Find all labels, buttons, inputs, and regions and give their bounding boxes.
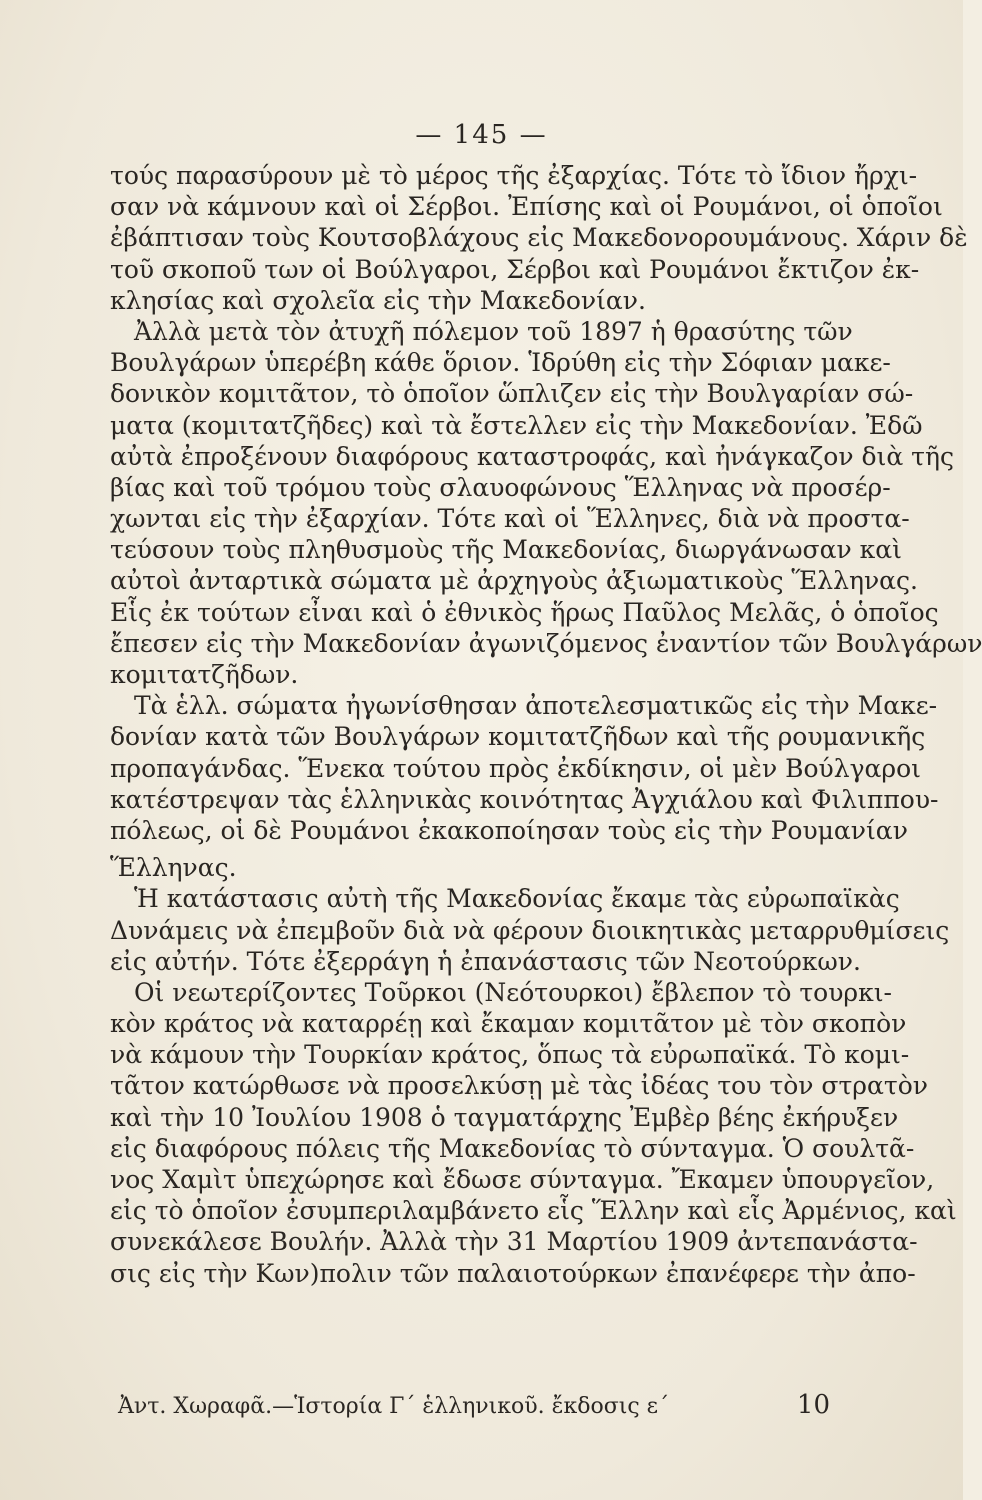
text-line: εἰς τὸ ὁποῖον ἐσυμπεριλαμβάνετο εἷς Ἕλλην καὶ εἷς Ἀρμένιος, καὶ: [110, 1196, 957, 1226]
text-line: χωνται εἰς τὴν ἐξαρχίαν. Τότε καὶ οἱ Ἕλληνες, διὰ νὰ προστα-: [110, 504, 910, 534]
text-line: προπαγάνδας. Ἕνεκα τούτου πρὸς ἐκδίκησιν, οἱ μὲν Βούλγαροι: [110, 753, 921, 783]
text-line: αὐτὰ ἐπροξένουν διαφόρους καταστροφάς, καὶ ἠνάγκαζον διὰ τῆς: [110, 441, 954, 471]
text-line: τοῦ σκοποῦ των οἱ Βούλγαροι, Σέρβοι καὶ Ρουμάνοι ἔκτιζον ἐκ-: [110, 254, 920, 284]
body-text: [110, 160, 982, 1289]
text-line: ἔπεσεν εἰς τὴν Μακεδονίαν ἀγωνιζόμενος ἐναντίον τῶν Βουλγάρων: [110, 628, 982, 658]
text-line: ματα (κομιτατζῆδες) καὶ τὰ ἔστελλεν εἰς τὴν Μακεδονίαν. Ἐδῶ: [110, 410, 923, 440]
text-line: τεύσουν τοὺς πληθυσμοὺς τῆς Μακεδονίας, διωργάνωσαν καὶ: [110, 535, 902, 565]
page-number: — 145 —: [415, 120, 548, 150]
text-line: κατέστρεψαν τὰς ἑλληνικὰς κοινότητας Ἀγχιάλου καὶ Φιλιππου-: [110, 784, 939, 814]
text-line: κομιτατζῆδων.: [110, 660, 299, 689]
text-line: δονικὸν κομιτᾶτον, τὸ ὁποῖον ὥπλιζεν εἰς τὴν Βουλγαρίαν σώ-: [110, 379, 914, 409]
page-footer: [118, 1390, 830, 1420]
text-line: νὰ κάμουν τὴν Τουρκίαν κράτος, ὅπως τὰ εὐρωπαϊκά. Τὸ κομι-: [110, 1040, 910, 1070]
signature-mark: 10: [796, 1390, 830, 1420]
text-line: εἰς διαφόρους πόλεις τῆς Μακεδονίας τὸ σύνταγμα. Ὁ σουλτᾶ-: [110, 1133, 915, 1163]
text-line: Δυνάμεις νὰ ἐπεμβοῦν διὰ νὰ φέρουν διοικητικὰς μεταρρυθμίσεις: [110, 915, 950, 945]
text-line: αὐτοὶ ἀνταρτικὰ σώματα μὲ ἀρχηγοὺς ἀξιωματικοὺς Ἕλληνας.: [110, 566, 918, 596]
text-line: εἰς αὐτήν. Τότε ἐξερράγη ἡ ἐπανάστασις τῶν Νεοτούρκων.: [110, 946, 861, 976]
text-line: πόλεως, οἱ δὲ Ρουμάνοι ἐκακοποίησαν τοὺς εἰς τὴν Ρουμανίαν: [110, 815, 908, 845]
text-line: Εἷς ἐκ τούτων εἶναι καὶ ὁ ἐθνικὸς ἥρως Παῦλος Μελᾶς, ὁ ὁποῖος: [110, 597, 939, 627]
text-line: καὶ τὴν 10 Ἰουλίου 1908 ὁ ταγματάρχης Ἐμβὲρ βέης ἐκήρυξεν: [110, 1102, 899, 1132]
text-line: δονίαν κατὰ τῶν Βουλγάρων κομιτατζῆδων καὶ τῆς ρουμανικῆς: [110, 722, 926, 752]
text-line: κλησίας καὶ σχολεῖα εἰς τὴν Μακεδονίαν.: [110, 285, 646, 315]
text-line: Βουλγάρων ὑπερέβη κάθε ὅριον. Ἱδρύθη εἰς τὴν Σόφιαν μακε-: [110, 348, 891, 378]
text-line: τούς παρασύρουν μὲ τὸ μέρος τῆς ἐξαρχίας. Τότε τὸ ἴδιον ἤρχι-: [110, 161, 918, 190]
text-line: Τὰ ἑλλ. σώματα ἠγωνίσθησαν ἀποτελεσματικῶς εἰς τὴν Μακε-: [134, 691, 938, 721]
text-line: Ἕλληνας.: [110, 853, 237, 883]
text-line: Ἡ κατάστασις αὐτὴ τῆς Μακεδονίας ἔκαμε τὰς εὐρωπαϊκὰς: [134, 884, 900, 914]
text-line: σις εἰς τὴν Κων)πολιν τῶν παλαιοτούρκων ἐπανέφερε τὴν ἀπο-: [110, 1258, 916, 1288]
text-line: σαν νὰ κάμνουν καὶ οἱ Σέρβοι. Ἐπίσης καὶ οἱ Ρουμάνοι, οἱ ὁποῖοι: [110, 192, 943, 222]
text-line: βίας καὶ τοῦ τρόμου τοὺς σλαυοφώνους Ἕλληνας νὰ προσέρ-: [110, 472, 891, 502]
text-line: Οἱ νεωτερίζοντες Τοῦρκοι (Νεότουρκοι) ἔβλεπον τὸ τουρκι-: [134, 977, 892, 1007]
text-line: κὸν κράτος νὰ καταρρέῃ καὶ ἔκαμαν κομιτᾶτον μὲ τὸν σκοπὸν: [110, 1009, 907, 1039]
text-line: Ἀλλὰ μετὰ τὸν ἀτυχῆ πόλεμον τοῦ 1897 ἡ θρασύτης τῶν: [134, 316, 853, 346]
footer-citation: Ἀντ. Χωραφᾶ.—Ἱστορία Γ´ ἑλληνικοῦ. ἔκδοσις ε´: [118, 1394, 670, 1419]
text-line: τᾶτον κατώρθωσε νὰ προσελκύσῃ μὲ τὰς ἰδέας του τὸν στρατὸν: [110, 1071, 928, 1101]
text-line: ἐβάπτισαν τοὺς Κουτσοβλάχους εἰς Μακεδονορουμάνους. Χάριν δὲ: [110, 223, 968, 253]
text-line: συνεκάλεσε Βουλήν. Ἀλλὰ τὴν 31 Μαρτίου 1909 ἀντεπανάστα-: [110, 1227, 918, 1257]
text-line: νος Χαμὶτ ὑπεχώρησε καὶ ἔδωσε σύνταγμα. Ἔκαμεν ὑπουργεῖον,: [110, 1165, 935, 1194]
